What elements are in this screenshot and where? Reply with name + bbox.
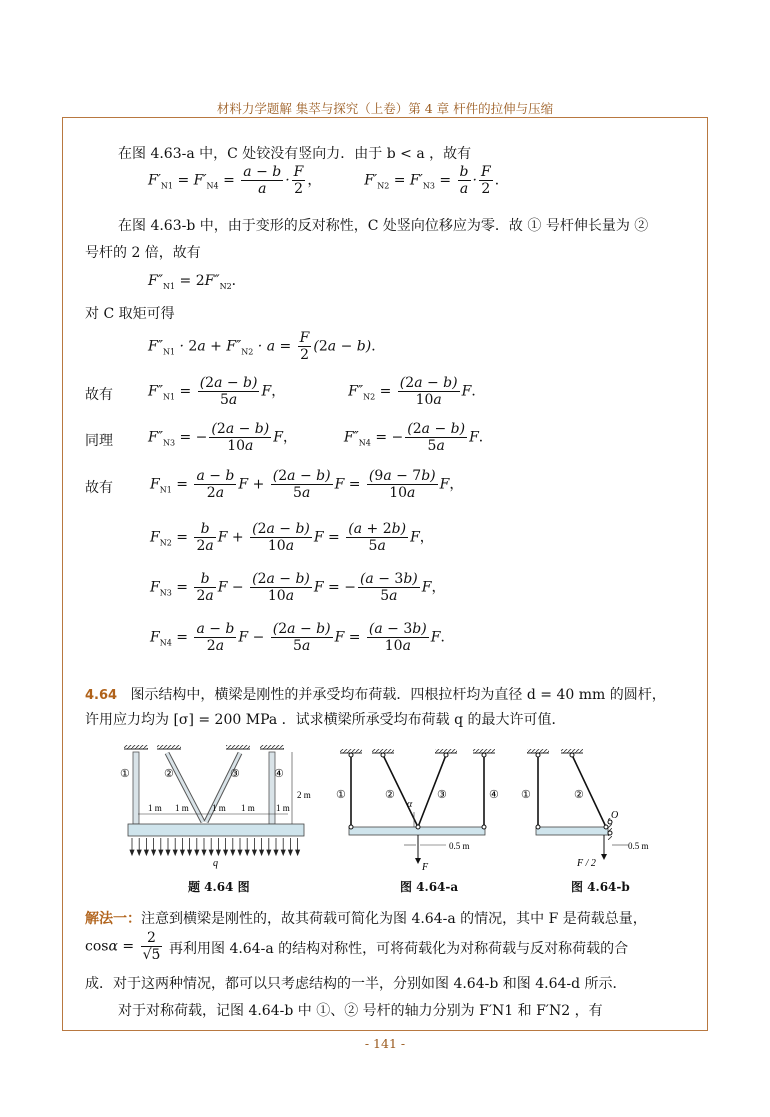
solution-line: 成．对于这两种情况，都可以只考虑结构的一半，分别如图 4.64-b 和图 4.64-d 所示． xyxy=(85,976,627,992)
equation-fn2-final: $F_{N2}$ = $\frac{b}{2a}$ F + $\frac{(2a - b)}{10a}$ F = $\frac{(a + 2b)}{5a}$ F， xyxy=(150,521,434,554)
label-text: 故有 xyxy=(85,387,113,403)
load-arrow-head xyxy=(231,850,235,855)
svg-text:O: O xyxy=(611,810,619,821)
load-arrow-head xyxy=(152,850,156,855)
load-arrow-head xyxy=(195,850,199,855)
svg-text:②: ② xyxy=(164,768,174,780)
load-arrow-head xyxy=(209,850,213,855)
load-arrow-head xyxy=(224,850,228,855)
svg-text:F: F xyxy=(422,862,429,873)
svg-text:1 m: 1 m xyxy=(276,803,290,813)
label-text: 同理 xyxy=(85,433,113,449)
svg-text:F / 2: F / 2 xyxy=(577,858,596,869)
label-text: 故有 xyxy=(85,480,113,496)
svg-text:0.5 m: 0.5 m xyxy=(449,841,470,851)
svg-text:④: ④ xyxy=(274,768,284,780)
load-arrow-head xyxy=(281,850,285,855)
solution-line: 对于对称荷载，记图 4.64-b 中 ①、② 号杆的轴力分别为 F′N1 和 F′N2 ，有 xyxy=(118,1003,603,1019)
paragraph-text: 在图 4.63-b 中，由于变形的反对称性，C 处竖向位移应为零．故 ① 号杆伸长量为 ② xyxy=(118,218,649,234)
svg-text:①: ① xyxy=(120,768,130,780)
svg-text:1 m: 1 m xyxy=(212,803,226,813)
paragraph-text: 对 C 取矩可得 xyxy=(85,306,175,322)
paragraph-text: 号杆的 2 倍，故有 xyxy=(85,245,201,261)
svg-text:④: ④ xyxy=(489,789,499,801)
svg-text:1 m: 1 m xyxy=(148,803,162,813)
solution-line: ．再利用图 4.64-a 的结构对称性，可将荷载化为对称荷载与反对称荷载的合 xyxy=(155,941,629,957)
solution-line: 解法一：注意到横梁是刚性的，故其荷载可简化为图 4.64-a 的情况，其中 F 是荷载总量， xyxy=(85,911,647,927)
problem-statement: 4.64 图示结构中，横梁是刚性的并承受均布荷载．四根拉杆均为直径 d = 40 mm 的圆杆， xyxy=(85,687,666,703)
svg-text:0.5 m: 0.5 m xyxy=(628,841,649,851)
problem-number: 4.64 xyxy=(85,688,118,703)
load-arrow-head xyxy=(166,850,170,855)
svg-text:1 m: 1 m xyxy=(175,803,189,813)
load-arrow-head xyxy=(202,850,206,855)
load-arrow-head xyxy=(137,850,141,855)
load-arrow-head xyxy=(274,850,278,855)
svg-text:①: ① xyxy=(521,789,531,801)
load-arrow-head xyxy=(216,850,220,855)
load-arrow-head xyxy=(252,850,256,855)
figure-caption: 图 4.64-a xyxy=(400,880,459,894)
problem-statement: 许用应力均为 [σ] = 200 MPa ．试求横梁所承受均布荷载 q 的最大许可值． xyxy=(85,712,566,728)
equation-fn3-final: $F_{N3}$ = $\frac{b}{2a}$ F − $\frac{(2a - b)}{10a}$ F = − $\frac{(a - 3b)}{5a}$ F， xyxy=(150,571,446,604)
load-arrow-head xyxy=(296,850,300,855)
svg-text:q: q xyxy=(213,858,218,869)
load-arrow-head xyxy=(180,850,184,855)
solution-title: 解法一： xyxy=(85,911,141,927)
equation-fn1-fn2: $F''_{N1}$ = $\frac{(2a - b)}{5a}$ F， $F''_{N2}$ = $\frac{(2a - b)}{10a}$ F． xyxy=(148,375,486,408)
equation-f-prime: $F'_{N1} = F'_{N4}$ = $\frac{a - b}{a}$ · $\frac{F}{2}$ ， $F'_{N2} = F'_{N3}$ = $\frac{b}{a}$ · $\frac{F}{2}$ ． xyxy=(148,164,509,197)
load-arrow-head xyxy=(159,850,163,855)
svg-text:②: ② xyxy=(574,789,584,801)
svg-text:①: ① xyxy=(336,789,346,801)
equation-cos-alpha: cosα = $\frac{2}{√5}$ xyxy=(85,930,161,963)
svg-text:②: ② xyxy=(385,789,395,801)
figure-caption: 图 4.64-b xyxy=(571,880,630,894)
load-arrow-head xyxy=(260,850,264,855)
paragraph-text: 在图 4.63-a 中，C 处铰没有竖向力．由于 b < a ，故有 xyxy=(118,146,472,162)
figure-a xyxy=(336,749,499,873)
running-header: 材料力学题解 集萃与探究（上卷）第 4 章 杆件的拉伸与压缩 xyxy=(216,101,554,116)
svg-text:α: α xyxy=(407,799,413,810)
svg-text:2 m: 2 m xyxy=(297,790,311,800)
load-arrow-head xyxy=(288,850,292,855)
load-arrow-head xyxy=(130,850,134,855)
figure-b xyxy=(521,749,649,869)
page-number: - 141 - xyxy=(364,1036,406,1051)
equation-fn1-double: $F''_{N1} = 2F''_{N2}$． xyxy=(148,273,246,291)
equation-fn3-fn4: $F''_{N3}$ = − $\frac{(2a - b)}{10a}$ F， $F''_{N4}$ = − $\frac{(2a - b)}{5a}$ F． xyxy=(148,421,493,454)
figure-problem xyxy=(120,745,311,869)
equation-moment: $F''_{N1} \cdot 2a + F''_{N2} \cdot a$ = $\frac{F}{2}$ (2a − b)． xyxy=(148,330,386,363)
svg-text:③: ③ xyxy=(437,789,447,801)
svg-text:③: ③ xyxy=(230,768,240,780)
figure-caption: 题 4.64 图 xyxy=(188,880,250,894)
load-arrow-head xyxy=(238,850,242,855)
svg-text:1 m: 1 m xyxy=(241,803,255,813)
load-arrow-head xyxy=(267,850,271,855)
equation-fn4-final: $F_{N4}$ = $\frac{a - b}{2a}$ F − $\frac{(2a - b)}{5a}$ F = $\frac{(a - 3b)}{10a}$ F． xyxy=(150,621,455,654)
load-arrow-head xyxy=(188,850,192,855)
equation-fn1-final: $F_{N1}$ = $\frac{a - b}{2a}$ F + $\frac{(2a - b)}{5a}$ F = $\frac{(9a - 7b)}{10a}$ F， xyxy=(150,468,464,501)
load-arrow-head xyxy=(144,850,148,855)
load-arrow-head xyxy=(173,850,177,855)
load-arrow-head xyxy=(245,850,249,855)
